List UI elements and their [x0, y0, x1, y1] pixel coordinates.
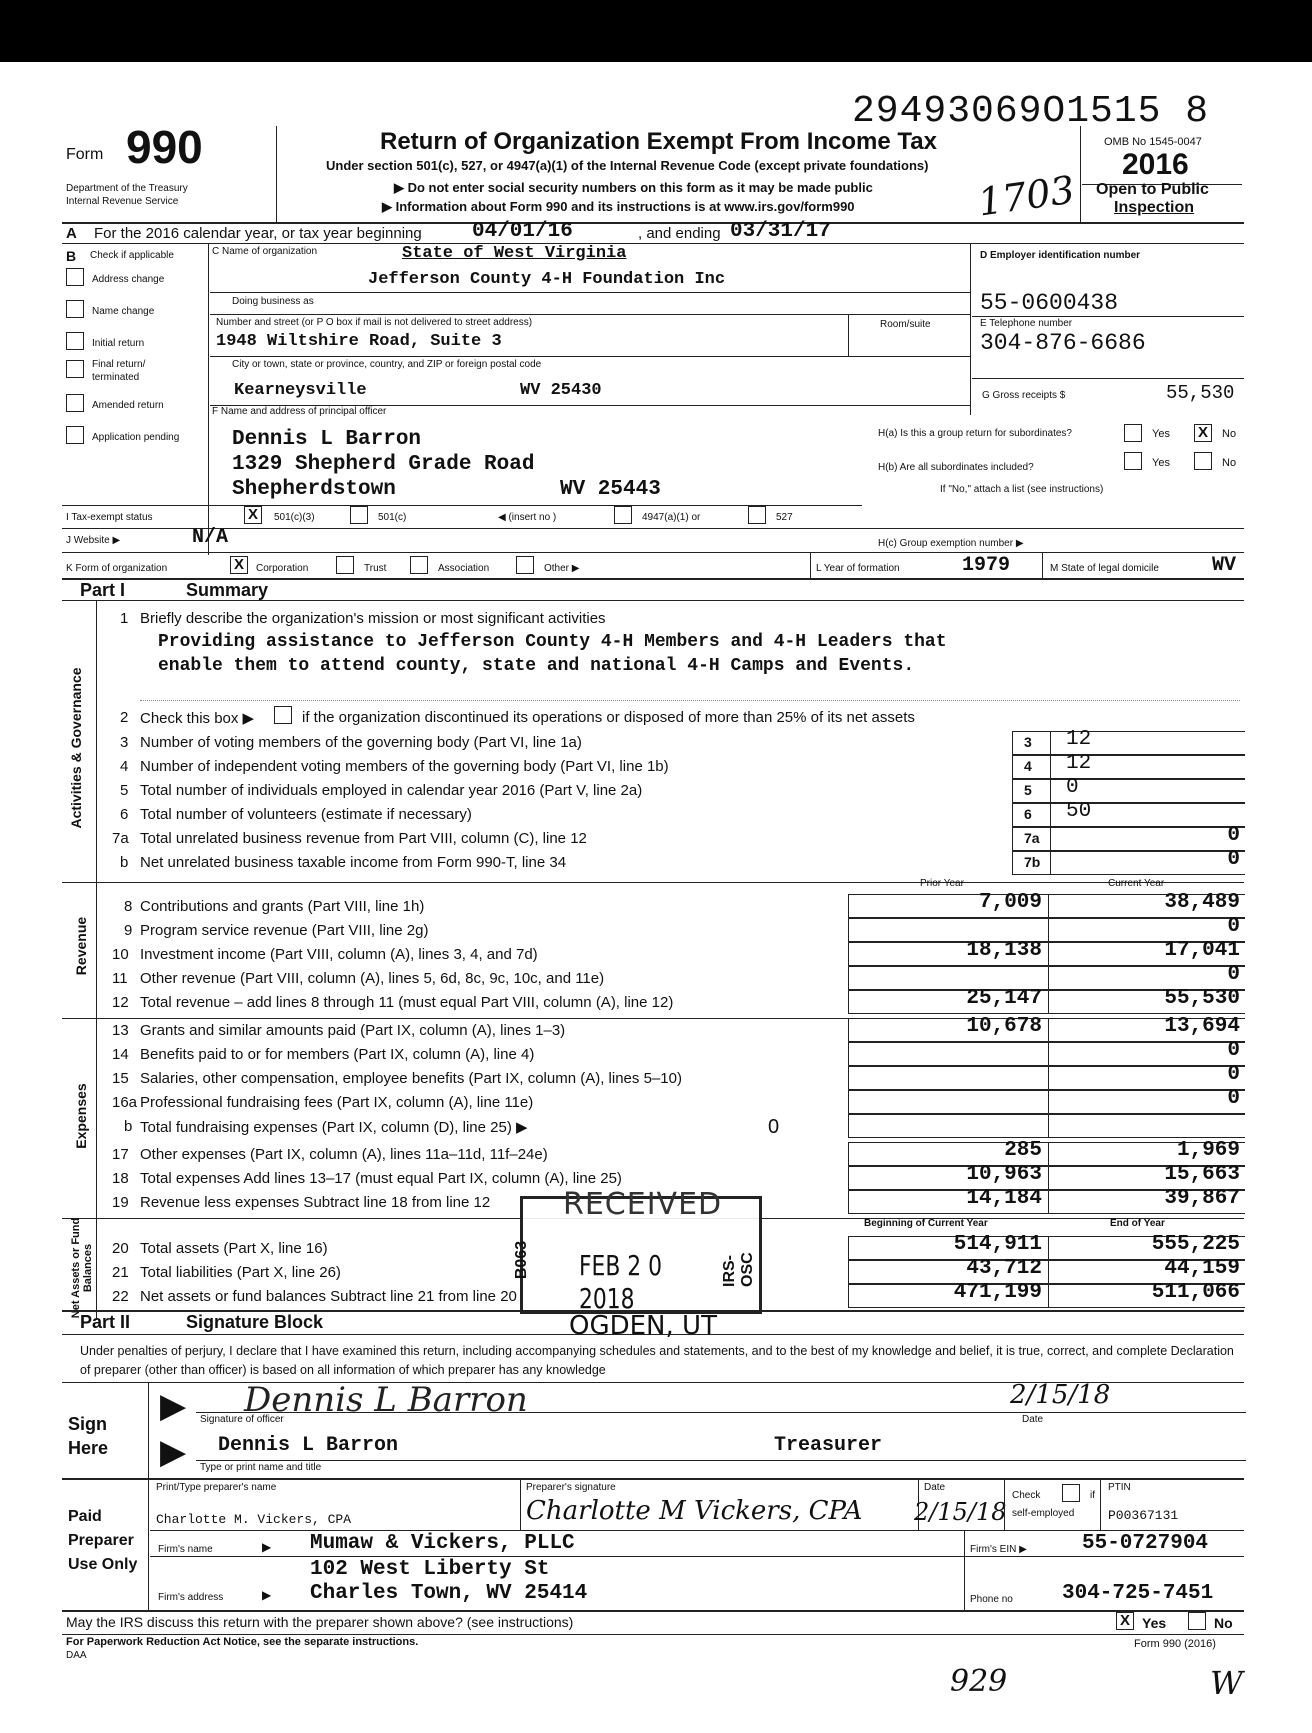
rule-footer-top	[62, 1610, 1244, 1612]
ha-yes-label: Yes	[1152, 428, 1170, 440]
4947-label: 4947(a)(1) or	[642, 512, 701, 523]
money-line-number: 14	[112, 1046, 129, 1063]
amended-return-checkbox[interactable]	[66, 394, 84, 412]
firm-ein-label: Firm's EIN ▶	[970, 1544, 1027, 1555]
gov-line-box-label: 5	[1024, 782, 1032, 798]
money-line-number: 22	[112, 1288, 129, 1305]
rule-preparer-top	[62, 1478, 1244, 1480]
k-divider	[810, 552, 811, 578]
fundraising-expense-value: 0	[768, 1116, 780, 1138]
penalty-statement: Under penalties of perjury, I declare that I have examined this return, including accompanying schedules and statements, and to the best of my knowledge and belief, it is true, correct, and complete Declaration of preparer (other than officer) is based on all information of which preparer has any knowledge	[80, 1344, 1234, 1377]
current-year-value: 0	[1227, 915, 1240, 938]
prep-div-4	[1100, 1478, 1101, 1530]
stamp-location: OGDEN, UT	[569, 1311, 717, 1341]
tax-year-begin: 04/01/16	[472, 220, 573, 243]
org-state-zip: WV 25430	[520, 381, 602, 400]
amended-return-label: Amended return	[92, 400, 164, 411]
sign-arrow-2: ▶	[160, 1433, 187, 1471]
prior-year-value: 514,911	[953, 1233, 1042, 1256]
application-pending-checkbox[interactable]	[66, 426, 84, 444]
ptin-value: P00367131	[1108, 1508, 1179, 1523]
phone-label: E Telephone number	[980, 318, 1073, 329]
line-a-prefix: A	[66, 225, 77, 242]
money-line-text: Grants and similar amounts paid (Part IX, column (A), lines 1–3)	[140, 1022, 566, 1039]
money-line-text: Program service revenue (Part VIII, line 2g)	[140, 922, 429, 939]
prior-year-value: 10,963	[966, 1163, 1042, 1186]
paperwork-notice: For Paperwork Reduction Act Notice, see the separate instructions.	[66, 1636, 419, 1648]
prior-year-value: 14,184	[966, 1187, 1042, 1210]
money-line-text: Revenue less expenses Subtract line 18 from line 12	[140, 1194, 491, 1211]
gross-receipts-label: G Gross receipts $	[982, 390, 1066, 401]
section-b-check-if: Check if applicable	[90, 250, 174, 261]
sign-label: Sign	[68, 1414, 107, 1434]
phone-div	[964, 1556, 965, 1610]
address-change-checkbox[interactable]	[66, 268, 84, 286]
tax-exempt-label: I Tax-exempt status	[66, 512, 153, 523]
money-line-number: 10	[112, 946, 129, 963]
side-label-governance: Activities & Governance	[68, 667, 84, 829]
money-line-text: Contributions and grants (Part VIII, line 1h)	[140, 898, 425, 915]
money-line-number: 13	[112, 1022, 129, 1039]
year-formation-label: L Year of formation	[816, 563, 900, 574]
line2-number: 2	[120, 709, 129, 726]
gov-line-value-cell	[1050, 827, 1245, 851]
ptin-label: PTIN	[1108, 1482, 1131, 1493]
501c3-checkbox[interactable]: X	[244, 506, 262, 524]
inspection: Inspection	[1114, 199, 1195, 216]
gov-line-box-label: 7a	[1024, 830, 1040, 846]
form-subtitle: Under section 501(c), 527, or 4947(a)(1) of the Internal Revenue Code (except private foundations)	[326, 158, 929, 173]
gov-line-value: 0	[1227, 848, 1240, 871]
sign-divider	[148, 1382, 149, 1478]
money-line-text: Total assets (Part X, line 16)	[140, 1240, 328, 1257]
rule-j	[62, 528, 1244, 529]
current-year-header: Current Year	[1108, 878, 1165, 889]
money-line-number: 8	[124, 898, 133, 915]
money-line-text: Investment income (Part VIII, column (A), lines 3, 4, and 7d)	[140, 946, 538, 963]
gov-line-number: 3	[120, 734, 129, 751]
firm-name-arrow: ▶	[262, 1540, 272, 1554]
rule-i	[62, 505, 862, 506]
rule-part1-bottom	[62, 600, 1244, 601]
ha-no-label: No	[1222, 428, 1237, 440]
firm-phone: 304-725-7451	[1062, 1582, 1214, 1605]
gov-line-text: Total number of individuals employed in calendar year 2016 (Part V, line 2a)	[140, 782, 643, 799]
officer-label: F Name and address of principal officer	[212, 406, 387, 417]
final-return-checkbox[interactable]	[66, 360, 84, 378]
gov-line-text: Number of voting members of the governing body (Part VI, line 1a)	[140, 734, 582, 751]
form-of-org-label: K Form of organization	[66, 563, 168, 574]
dba-label: Doing business as	[232, 296, 314, 307]
address-change-label: Address change	[92, 274, 165, 285]
501c-label: 501(c)	[378, 512, 407, 523]
part1-title: Summary	[186, 580, 269, 600]
side-divider	[96, 600, 97, 1320]
rule-footer-bottom	[62, 1634, 1244, 1635]
prior-year-value: 10,678	[966, 1015, 1042, 1038]
rule-k	[62, 552, 1244, 553]
date-label: Date	[1022, 1414, 1044, 1425]
gov-line-value: 0	[1066, 776, 1079, 799]
org-street: 1948 Wiltshire Road, Suite 3	[216, 332, 502, 351]
begin-year-header: Beginning of Current Year	[864, 1218, 988, 1229]
firm-name-label: Firm's name	[158, 1544, 213, 1555]
rule-firm-name	[150, 1530, 1244, 1531]
city-label: City or town, state or province, country, and ZIP or foreign postal code	[232, 359, 542, 370]
501c-checkbox[interactable]	[350, 506, 368, 524]
firm-name: Mumaw & Vickers, PLLC	[310, 1532, 575, 1555]
gross-receipts: 55,530	[1166, 382, 1235, 404]
501c3-label: 501(c)(3)	[274, 512, 315, 523]
officer-signature: Dennis L Barron	[244, 1380, 528, 1420]
year-formation: 1979	[962, 554, 1011, 577]
association-label: Association	[438, 563, 490, 574]
prior-year-value: 285	[1004, 1139, 1042, 1162]
4947-checkbox[interactable]	[614, 506, 632, 524]
officer-city: Shepherdstown	[232, 478, 396, 501]
current-year-value: 511,066	[1151, 1281, 1240, 1304]
gov-line-number: 4	[120, 758, 129, 775]
line2-text-a: Check this box ▶	[140, 710, 255, 727]
gov-line-box-label: 6	[1024, 806, 1032, 822]
self-employed-label: self-employed	[1012, 1508, 1075, 1519]
m-divider	[1042, 552, 1043, 578]
sig-line	[196, 1412, 1246, 1413]
form-number: 990	[126, 121, 203, 173]
gov-line-box-label: 4	[1024, 758, 1032, 774]
initial-return-label: Initial return	[92, 338, 145, 349]
tax-year-end: 03/31/17	[730, 220, 831, 243]
corporation-checkbox[interactable]: X	[230, 556, 248, 574]
group-exemption-label: H(c) Group exemption number ▶	[878, 538, 1024, 549]
form-title: Return of Organization Exempt From Income Tax	[380, 128, 937, 155]
type-name-label: Type or print name and title	[200, 1462, 322, 1473]
scan-border	[0, 0, 1312, 62]
prior-year-value: 43,712	[966, 1257, 1042, 1280]
part2-title: Signature Block	[186, 1312, 324, 1332]
sign-arrow-1: ▶	[160, 1387, 187, 1425]
money-line-number: 17	[112, 1146, 129, 1163]
preparer-signature-label: Preparer's signature	[526, 1482, 616, 1493]
prior-year-cell	[848, 1114, 1049, 1138]
header-divider-right	[1080, 126, 1081, 222]
line1-text: Briefly describe the organization's mission or most significant activities	[140, 610, 606, 627]
org-phone: 304-876-6686	[980, 330, 1146, 356]
gov-line-value: 0	[1227, 824, 1240, 847]
preparer-name: Charlotte M. Vickers, CPA	[156, 1512, 352, 1527]
money-line-number: 15	[112, 1070, 129, 1087]
rule-street	[210, 314, 970, 315]
money-line-text: Other revenue (Part VIII, column (A), lines 5, 6d, 8c, 9c, 10c, and 11e)	[140, 970, 605, 987]
hb-yes-checkbox[interactable]	[1124, 452, 1142, 470]
rule-firm-addr	[150, 1556, 1244, 1557]
rule-dba	[210, 292, 970, 293]
name-change-checkbox[interactable]	[66, 300, 84, 318]
line1-number: 1	[120, 610, 129, 627]
line-a-and-ending: , and ending	[638, 225, 721, 242]
ha-yes-checkbox[interactable]	[1124, 424, 1142, 442]
money-line-number: 21	[112, 1264, 129, 1281]
signature-date: 2/15/18	[1010, 1380, 1111, 1410]
preparer-date-label: Date	[924, 1482, 946, 1493]
form-footer: Form 990 (2016)	[1134, 1638, 1216, 1650]
money-line-number: 20	[112, 1240, 129, 1257]
officer-title: Treasurer	[774, 1434, 883, 1457]
stamp-left-code: B063	[513, 1240, 531, 1280]
final-return-label: Final return/ terminated	[92, 359, 146, 383]
money-line-number: 11	[112, 970, 128, 987]
gov-line-number: b	[120, 854, 129, 871]
dept-line1: Department of the Treasury	[66, 183, 188, 194]
ha-no-checkbox[interactable]: X	[1194, 424, 1212, 442]
type-line	[196, 1460, 1246, 1461]
initial-return-checkbox[interactable]	[66, 332, 84, 350]
527-checkbox[interactable]	[748, 506, 766, 524]
gov-line-number: 6	[120, 806, 129, 823]
use-only-label: Use Only	[68, 1556, 138, 1573]
barcode-number: 29493069O1515 8	[852, 90, 1210, 133]
handwritten-w: W	[1210, 1664, 1243, 1702]
money-line-text: Total revenue – add lines 8 through 11 (must equal Part VIII, column (A), line 12)	[140, 994, 674, 1011]
signature-label: Signature of officer	[200, 1414, 284, 1425]
money-line-number: b	[124, 1118, 133, 1135]
gov-line-text: Number of independent voting members of the governing body (Part VI, line 1b)	[140, 758, 669, 775]
room-divider	[848, 314, 849, 356]
street-label: Number and street (or P O box if mail is not delivered to street address)	[216, 317, 533, 328]
header-divider-left	[276, 126, 277, 222]
current-year-cell	[1048, 1042, 1245, 1066]
hb-yes-label: Yes	[1152, 457, 1170, 469]
hb-no-label: No	[1222, 457, 1237, 469]
name-change-label: Name change	[92, 306, 155, 317]
trust-label: Trust	[364, 563, 387, 574]
rule-g	[972, 378, 1244, 379]
ein-label: D Employer identification number	[980, 250, 1141, 261]
prior-year-value: 25,147	[966, 987, 1042, 1010]
room-suite-label: Room/suite	[880, 319, 931, 330]
gov-line-text: Total unrelated business revenue from Part VIII, column (C), line 12	[140, 830, 587, 847]
website-label: J Website ▶	[66, 535, 121, 546]
money-line-number: 18	[112, 1170, 129, 1187]
col-c-left	[208, 243, 209, 555]
other-label: Other ▶	[544, 563, 580, 574]
current-year-value: 39,867	[1164, 1187, 1240, 1210]
gov-line-box-label: 3	[1024, 734, 1032, 750]
irs-discuss-question: May the IRS discuss this return with the preparer shown above? (see instructions)	[66, 1614, 574, 1630]
gov-line-value: 50	[1066, 800, 1092, 823]
end-year-header: End of Year	[1110, 1218, 1165, 1229]
here-label: Here	[68, 1438, 109, 1458]
current-year-value: 38,489	[1164, 891, 1240, 914]
officer-state-zip: WV 25443	[560, 478, 661, 501]
info-notice: ▶ Information about Form 990 and its instructions is at www.irs.gov/form990	[382, 199, 855, 214]
current-year-value: 44,159	[1164, 1257, 1240, 1280]
rule-a-bottom	[62, 243, 1244, 244]
money-line-text: Total expenses Add lines 13–17 (must equal Part IX, column (A), line 25)	[140, 1170, 622, 1187]
current-year-value: 1,969	[1176, 1139, 1240, 1162]
line-a-text: For the 2016 calendar year, or tax year beginning	[94, 225, 422, 242]
discontinued-checkbox[interactable]	[274, 706, 292, 724]
current-year-value: 55,530	[1164, 987, 1240, 1010]
application-pending-label: Application pending	[92, 432, 180, 443]
if-label: if	[1090, 1490, 1095, 1501]
other-checkbox[interactable]	[516, 556, 534, 574]
current-year-cell	[1048, 1114, 1245, 1138]
prior-year-value: 471,199	[953, 1281, 1042, 1304]
form-prefix: Form	[66, 146, 104, 163]
money-line-text: Benefits paid to or for members (Part IX, column (A), line 4)	[140, 1046, 535, 1063]
part2-label: Part II	[80, 1312, 131, 1332]
website-value: N/A	[192, 526, 229, 549]
paid-label: Paid	[68, 1508, 102, 1525]
ssn-notice: ▶ Do not enter social security numbers on this form as it may be made public	[394, 180, 873, 195]
firm-ein: 55-0727904	[1082, 1532, 1209, 1555]
current-year-value: 0	[1227, 963, 1240, 986]
current-year-value: 17,041	[1164, 939, 1240, 962]
money-line-number: 19	[112, 1194, 129, 1211]
check-label: Check	[1012, 1490, 1041, 1501]
current-year-value: 0	[1227, 1039, 1240, 1062]
insert-number: ◀ (insert no )	[498, 512, 557, 523]
org-name-line1: State of West Virginia	[402, 244, 627, 263]
money-line-number: 16a	[112, 1094, 138, 1111]
discuss-yes-checkbox[interactable]: X	[1116, 1612, 1134, 1630]
dept-line2: Internal Revenue Service	[66, 196, 179, 207]
money-line-text: Total liabilities (Part X, line 26)	[140, 1264, 341, 1281]
money-line-number: 12	[112, 994, 129, 1011]
gov-line-value: 12	[1066, 752, 1092, 775]
received-stamp	[513, 1187, 762, 1341]
gov-line-value-cell	[1050, 851, 1245, 875]
527-label: 527	[776, 512, 793, 523]
preparer-name-label: Print/Type preparer's name	[156, 1482, 277, 1493]
handwritten-929: 929	[950, 1664, 1008, 1699]
daa-label: DAA	[66, 1650, 87, 1661]
gov-line-text: Net unrelated business taxable income from Form 990-T, line 34	[140, 854, 567, 871]
side-label-revenue: Revenue	[73, 916, 89, 976]
mission-line2: enable them to attend county, state and national 4-H Camps and Events.	[158, 656, 915, 676]
preparer-date: 2/15/18	[914, 1498, 1007, 1526]
stamp-right-code: IRS-OSC	[721, 1252, 756, 1287]
gov-line-text: Total number of volunteers (estimate if necessary)	[140, 806, 472, 823]
hb-no-checkbox[interactable]	[1194, 452, 1212, 470]
org-city: Kearneysville	[234, 381, 367, 400]
current-year-value: 0	[1227, 1087, 1240, 1110]
gov-line-value: 12	[1066, 728, 1092, 751]
omb-number: OMB No 1545-0047	[1104, 136, 1202, 148]
gov-line-number: 5	[120, 782, 129, 799]
self-employed-checkbox[interactable]	[1062, 1484, 1080, 1502]
ha-question: H(a) Is this a group return for subordinates?	[878, 428, 1072, 439]
stamp-date: FEB 2 0 2018	[579, 1249, 663, 1315]
firm-phone-label: Phone no	[970, 1594, 1013, 1605]
hb-question: H(b) Are all subordinates included?	[878, 462, 1034, 473]
preparer-divider	[148, 1478, 149, 1610]
hb-note: If "No," attach a list (see instructions)	[940, 484, 1104, 495]
current-year-cell	[1048, 1066, 1245, 1090]
officer-street: 1329 Shepherd Grade Road	[232, 453, 535, 476]
domicile-value: WV	[1212, 554, 1237, 577]
money-line-text: Total fundraising expenses (Part IX, column (D), line 25) ▶	[140, 1119, 528, 1136]
side-label-net-assets: Net Assets or Fund Balances	[70, 1217, 94, 1319]
rule-gov-rev	[62, 882, 1244, 883]
preparer-label: Preparer	[68, 1532, 134, 1549]
current-year-value: 0	[1227, 1063, 1240, 1086]
prior-year-cell	[848, 1090, 1049, 1114]
discuss-no-checkbox[interactable]	[1188, 1612, 1206, 1630]
discuss-no-label: No	[1214, 1615, 1233, 1631]
prior-year-value: 7,009	[978, 891, 1042, 914]
mission-lines-blank	[140, 680, 1240, 701]
money-line-text: Net assets or fund balances Subtract line 21 from line 20	[140, 1288, 517, 1305]
money-line-number: 9	[124, 922, 133, 939]
part1-label: Part I	[80, 580, 126, 600]
prep-div-3	[1004, 1478, 1005, 1530]
rule-e	[972, 316, 1244, 317]
gov-line-number: 7a	[112, 830, 129, 847]
rule-a-top	[62, 222, 1244, 224]
org-name-line2: Jefferson County 4-H Foundation Inc	[368, 270, 726, 289]
gov-line-box-label: 7b	[1024, 854, 1041, 870]
current-year-value: 555,225	[1151, 1233, 1240, 1256]
officer-printed-name: Dennis L Barron	[218, 1434, 399, 1457]
firm-address-arrow: ▶	[262, 1588, 272, 1602]
line2-text-b: if the organization discontinued its operations or disposed of more than 25% of its net assets	[302, 709, 915, 726]
firm-address-line1: 102 West Liberty St	[310, 1558, 550, 1581]
money-line-text: Professional fundraising fees (Part IX, column (A), line 11e)	[140, 1094, 534, 1111]
discuss-yes-label: Yes	[1142, 1615, 1167, 1631]
domicile-label: M State of legal domicile	[1050, 563, 1159, 574]
current-year-value: 15,663	[1164, 1163, 1240, 1186]
money-line-text: Other expenses (Part IX, column (A), lines 11a–11d, 11f–24e)	[140, 1146, 548, 1163]
current-year-cell	[1048, 1090, 1245, 1114]
trust-checkbox[interactable]	[336, 556, 354, 574]
mission-line1: Providing assistance to Jefferson County 4-H Members and 4-H Leaders that	[158, 632, 947, 652]
prior-year-header: Prior Year	[920, 878, 964, 889]
firm-address-label: Firm's address	[158, 1592, 224, 1603]
money-line-text: Salaries, other compensation, employee benefits (Part IX, column (A), lines 5–10)	[140, 1070, 682, 1087]
col-c-right	[970, 243, 971, 415]
firm-address-line2: Charles Town, WV 25414	[310, 1582, 588, 1605]
preparer-signature: Charlotte M Vickers, CPA	[526, 1496, 863, 1526]
rule-part2-bottom	[62, 1334, 1244, 1335]
rule-city	[210, 356, 970, 357]
prior-year-cell	[848, 1066, 1049, 1090]
prior-year-cell	[848, 1042, 1049, 1066]
stamp-received: RECEIVED	[563, 1187, 723, 1222]
section-b-label: B	[66, 248, 77, 264]
firm-ein-div	[964, 1530, 965, 1556]
prep-div-1	[520, 1478, 521, 1530]
handwritten-code: 1703	[975, 167, 1078, 225]
association-checkbox[interactable]	[410, 556, 428, 574]
ein-value: 55-0600438	[980, 290, 1119, 316]
org-name-label: C Name of organization	[212, 246, 318, 257]
side-label-expenses: Expenses	[73, 1083, 89, 1149]
open-to-public: Open to Public	[1096, 181, 1209, 198]
officer-name: Dennis L Barron	[232, 428, 422, 451]
corporation-label: Corporation	[256, 563, 309, 574]
current-year-value: 13,694	[1164, 1015, 1240, 1038]
prior-year-value: 18,138	[966, 939, 1042, 962]
tax-year: 2016	[1122, 148, 1189, 181]
